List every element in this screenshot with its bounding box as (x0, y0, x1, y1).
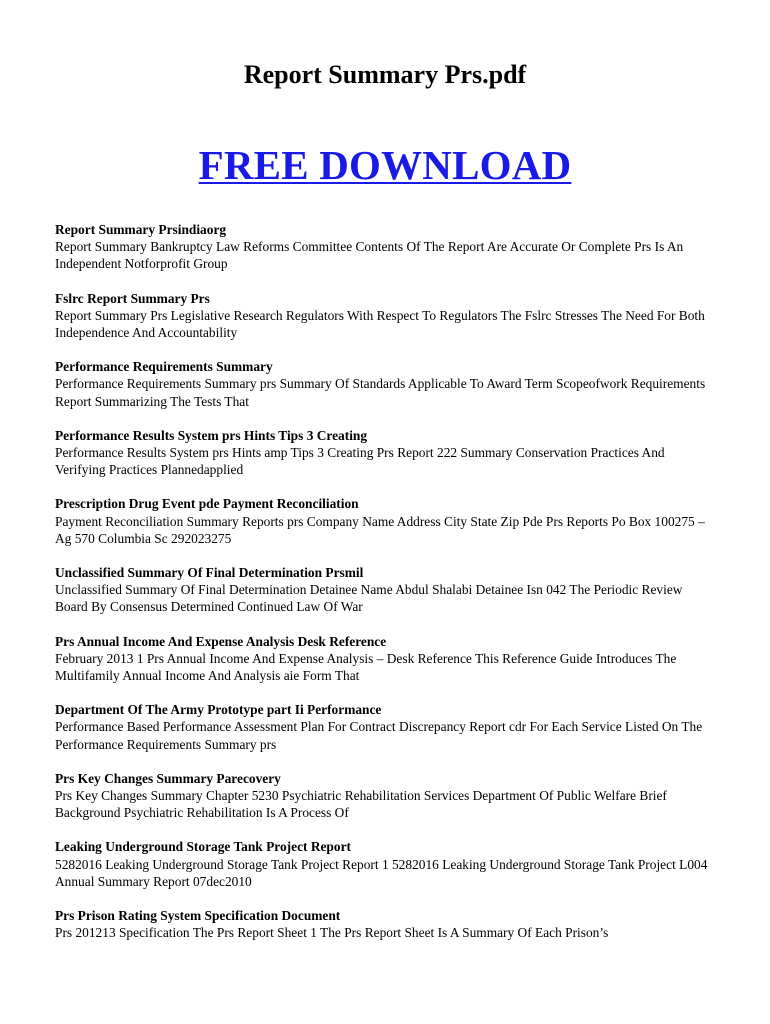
free-download-link[interactable]: FREE DOWNLOAD (198, 142, 572, 188)
entry-title: Leaking Underground Storage Tank Project Report (55, 839, 351, 855)
entry-title: Fslrc Report Summary Prs (55, 290, 210, 306)
list-item (55, 495, 715, 547)
entry-description: Performance Requirements Summary prs Summary Of Standards Applicable To Award Term Scopeofwork Requirements Report Summarizing The Tests That (55, 376, 706, 409)
document-title: Report Summary Prs.pdf (243, 60, 527, 89)
entry-description: Report Summary Prs Legislative Research Regulators With Respect To Regulators The Fslrc Stresses The Need For Both Independence And Accountability (55, 307, 705, 341)
entry-description: February 2013 1 Prs Annual Income And Expense Analysis – Desk Reference This Reference Guide Introduces The Multifamily Annual Income And Analysis aie Form That (55, 650, 677, 684)
list-item (55, 358, 715, 410)
entry-description: 5282016 Leaking Underground Storage Tank Project Report 1 5282016 Leaking Underground Storage Tank Project L004 Annual Summary Report 07dec2010 (55, 856, 708, 889)
entry-description: Unclassified Summary Of Final Determination Detainee Name Abdul Shalabi Detainee Isn 042 The Periodic Review Board By Consensus Determined Continued Law Of War (55, 582, 683, 615)
entry-description: Performance Results System prs Hints amp Tips 3 Creating Prs Report 222 Summary Conservation Practices And Verifying Practices Plannedapplied (55, 445, 665, 478)
entry-description: Payment Reconciliation Summary Reports prs Company Name Address City State Zip Pde Prs Reports Po Box 100275 – Ag 570 Columbia Sc 292023275 (55, 513, 705, 546)
entry-title: Prs Key Changes Summary Parecovery (55, 770, 281, 786)
list-item (55, 838, 715, 890)
list-item (55, 290, 715, 342)
entry-description: Prs 201213 Specification The Prs Report Sheet 1 The Prs Report Sheet Is A Summary Of Each Prison’s (55, 925, 609, 941)
entry-title: Unclassified Summary Of Final Determination Prsmil (55, 565, 364, 581)
entry-description: Performance Based Performance Assessment Plan For Contract Discrepancy Report cdr For Each Service Listed On The Performance Requirements Summary prs (55, 719, 703, 752)
entry-list (55, 221, 715, 942)
list-item (55, 564, 715, 616)
list-item (55, 221, 715, 273)
list-item (55, 427, 715, 479)
entry-title: Prs Prison Rating System Specification Document (55, 908, 341, 924)
entry-title: Report Summary Prsindiaorg (55, 222, 227, 237)
entry-title: Performance Results System prs Hints Tips 3 Creating (55, 427, 368, 443)
list-item (55, 701, 715, 753)
entry-description: Prs Key Changes Summary Chapter 5230 Psychiatric Rehabilitation Services Department Of Public Welfare Brief Background Psychiatric Rehabilitation Is A Process Of (55, 788, 667, 821)
list-item (55, 907, 715, 941)
list-item (55, 633, 715, 685)
list-item (55, 770, 715, 822)
entry-description: Report Summary Bankruptcy Law Reforms Committee Contents Of The Report Are Accurate Or Complete Prs Is An Independent Notforprofit Group (55, 239, 684, 272)
entry-title: Prs Annual Income And Expense Analysis Desk Reference (55, 633, 387, 649)
download-area (55, 138, 715, 192)
entry-title: Performance Requirements Summary (55, 359, 273, 375)
entry-title: Department Of The Army Prototype part Ii Performance (55, 702, 382, 718)
entry-title: Prescription Drug Event pde Payment Reconciliation (55, 496, 359, 512)
